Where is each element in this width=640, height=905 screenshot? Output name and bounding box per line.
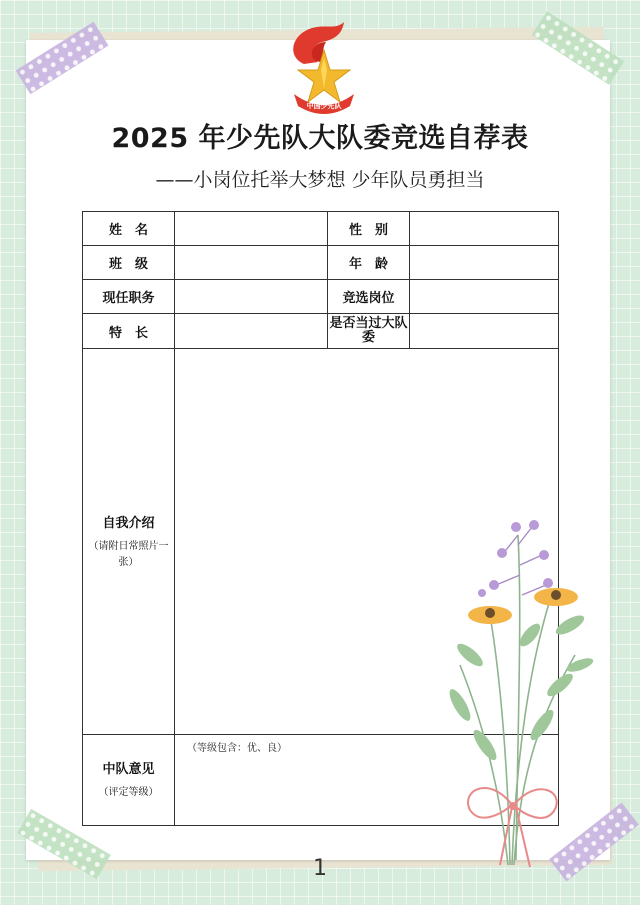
name-field[interactable] xyxy=(175,212,328,246)
page-title: 2025 年少先队大队委竞选自荐表 xyxy=(111,123,529,154)
emblem-text: 中国少先队 xyxy=(306,102,342,110)
opinion-label-cell xyxy=(83,734,175,826)
intro-label-cell xyxy=(83,348,175,734)
class-field[interactable] xyxy=(175,246,328,280)
form-row-position xyxy=(83,280,559,314)
specialty-label: 特 长 xyxy=(83,314,175,348)
campaign-position-label: 竞选岗位 xyxy=(328,280,410,314)
opinion-hint: （等级包含：优、良） xyxy=(187,742,287,754)
specialty-field[interactable] xyxy=(175,314,328,348)
young-pioneers-emblem-icon xyxy=(284,20,360,116)
gender-label: 性 别 xyxy=(328,212,410,246)
page-number: 1 xyxy=(313,856,327,881)
form-row-class xyxy=(83,246,559,280)
gender-field[interactable] xyxy=(410,212,559,246)
current-position-label: 现任职务 xyxy=(83,280,175,314)
served-before-label: 是否当过大队委 xyxy=(328,314,410,348)
name-label: 姓 名 xyxy=(83,212,175,246)
intro-label: 自我介绍 xyxy=(102,515,155,531)
class-label: 班 级 xyxy=(83,246,175,280)
form-row-name xyxy=(83,212,559,246)
flower-bouquet-illustration xyxy=(430,515,610,885)
form-row-specialty xyxy=(83,314,559,348)
current-position-field[interactable] xyxy=(175,280,328,314)
age-field[interactable] xyxy=(410,246,559,280)
opinion-note: （评定等级） xyxy=(98,787,159,799)
page-subtitle: ——小岗位托举大梦想 少年队员勇担当 xyxy=(155,169,485,191)
opinion-label: 中队意见 xyxy=(102,762,155,778)
served-before-field[interactable] xyxy=(410,314,559,348)
intro-note: （请附日常照片一张） xyxy=(88,540,169,568)
campaign-position-field[interactable] xyxy=(410,280,559,314)
age-label: 年 龄 xyxy=(328,246,410,280)
